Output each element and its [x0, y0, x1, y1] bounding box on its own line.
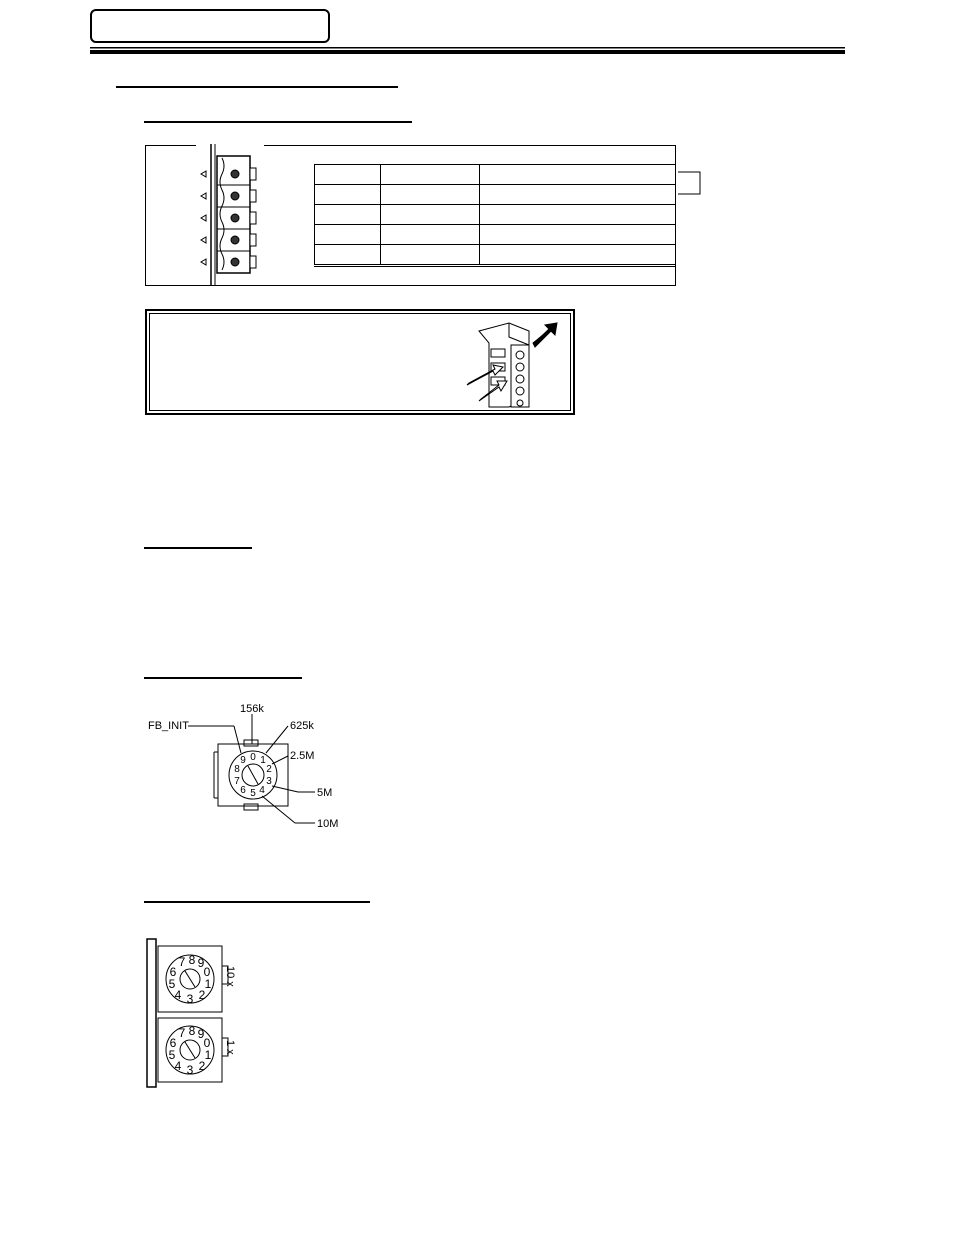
baud-digit-2: 2	[266, 764, 272, 775]
table-row	[315, 205, 676, 225]
address-switches-figure	[146, 938, 246, 1088]
connector-frame	[145, 145, 676, 286]
subsection-address-underline	[144, 901, 370, 903]
tens-digit-5: 5	[168, 977, 176, 991]
note-box	[145, 309, 575, 415]
tens-digit-4: 4	[174, 988, 182, 1002]
label-2-5m: 2.5M	[290, 750, 315, 762]
table-row	[315, 245, 676, 265]
ones-digit-9: 9	[197, 1027, 205, 1041]
tens-digit-6: 6	[169, 965, 177, 979]
baud-digit-9: 9	[240, 755, 246, 766]
label-10m: 10M	[317, 818, 339, 830]
baud-digit-1: 1	[260, 755, 266, 766]
rotary-switch-tens[interactable]	[158, 946, 222, 1012]
label-156k: 156k	[240, 703, 264, 715]
subsection-2-underline	[144, 547, 252, 549]
rotary-switch-baud[interactable]	[140, 700, 320, 835]
ones-digit-6: 6	[169, 1036, 177, 1050]
ones-digit-1: 1	[204, 1048, 212, 1062]
baud-digit-5: 5	[250, 788, 256, 799]
header-rule	[90, 47, 845, 56]
label-5m: 5M	[317, 787, 333, 799]
baud-digit-3: 3	[266, 776, 272, 787]
label-625k: 625k	[290, 720, 314, 732]
table-row	[315, 185, 676, 205]
table-bottom-rule	[314, 266, 676, 267]
table-row	[315, 225, 676, 245]
section-heading-underline	[116, 86, 398, 88]
label-ones-multiplier: 1 x	[224, 1040, 236, 1055]
subsection-connector-underline	[144, 121, 412, 123]
tens-digit-1: 1	[204, 977, 212, 991]
ones-digit-2: 2	[198, 1059, 206, 1073]
ones-digit-0: 0	[203, 1036, 211, 1050]
tens-digit-9: 9	[197, 956, 205, 970]
tens-digit-8: 8	[188, 953, 196, 967]
baud-rate-switch-figure	[140, 700, 360, 835]
ones-digit-4: 4	[174, 1059, 182, 1073]
baud-digit-8: 8	[234, 764, 240, 775]
baud-digit-4: 4	[259, 785, 265, 796]
tens-digit-0: 0	[203, 965, 211, 979]
header-tab	[90, 9, 330, 43]
label-tens-multiplier: 10 x	[224, 966, 236, 987]
table-row	[315, 165, 676, 185]
connector-diagram	[186, 144, 266, 286]
ones-digit-7: 7	[178, 1026, 186, 1040]
connector-pins	[201, 171, 206, 265]
ones-digit-3: 3	[186, 1063, 194, 1077]
rotary-switch-ones[interactable]	[158, 1018, 222, 1082]
tens-digit-3: 3	[186, 992, 194, 1006]
connector-removal-illustration	[459, 313, 569, 413]
ones-digit-5: 5	[168, 1048, 176, 1062]
table-bracket	[676, 170, 704, 196]
baud-digit-6: 6	[240, 785, 246, 796]
ones-digit-8: 8	[188, 1024, 196, 1038]
tens-digit-2: 2	[198, 988, 206, 1002]
baud-digit-0: 0	[250, 752, 256, 763]
subsection-baud-underline	[144, 677, 302, 679]
label-fb-init: FB_INIT	[148, 720, 189, 732]
pin-table	[314, 164, 676, 265]
tens-digit-7: 7	[178, 955, 186, 969]
baud-digit-7: 7	[234, 776, 240, 787]
